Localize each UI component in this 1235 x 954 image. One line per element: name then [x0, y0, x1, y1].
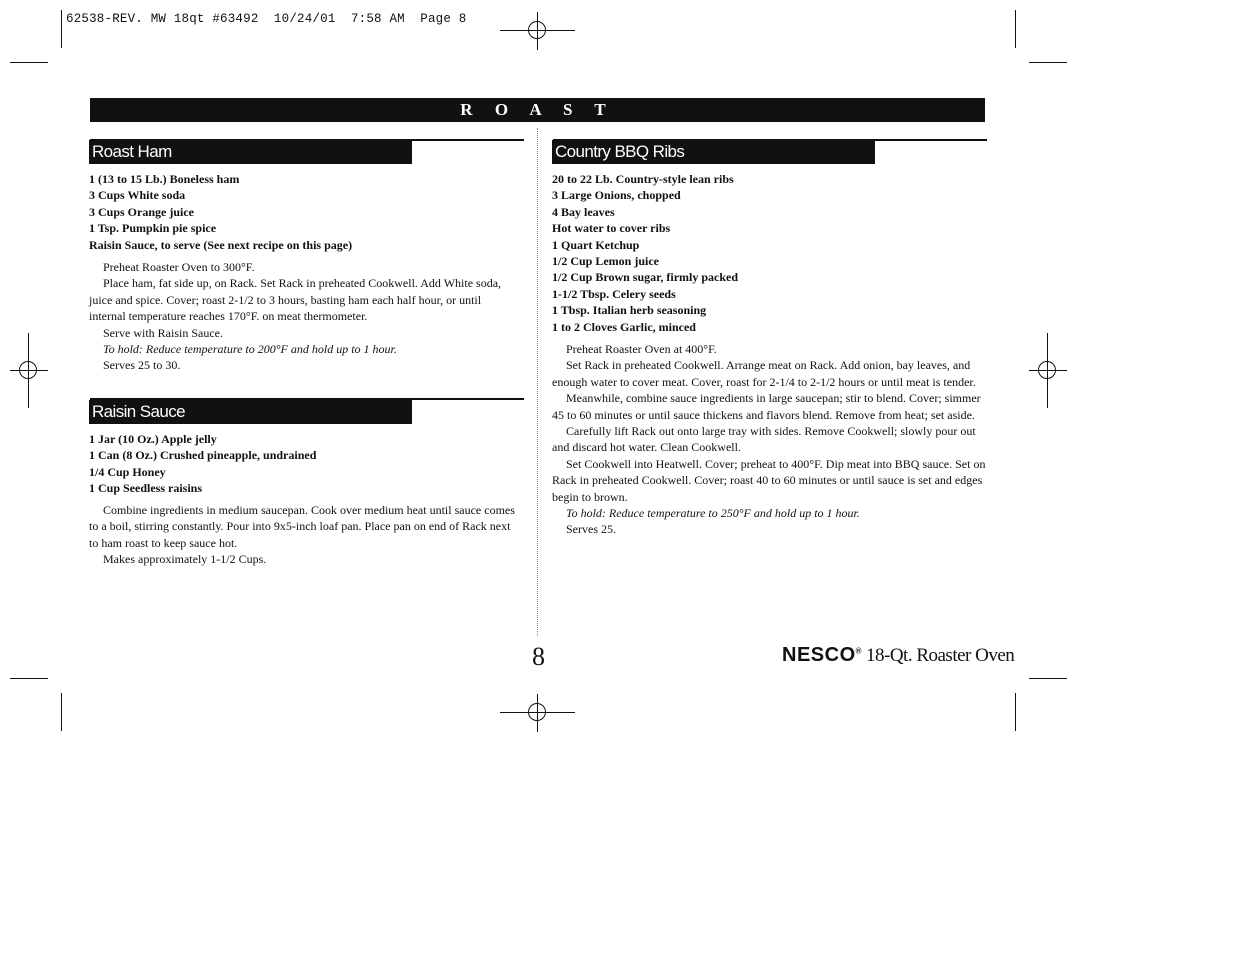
ingredient-item: 20 to 22 Lb. Country-style lean ribs [552, 172, 734, 186]
directions-roast-ham [89, 259, 519, 374]
page-number: 8 [532, 642, 545, 671]
direction-paragraph: Preheat Roaster Oven to 300°F. [103, 260, 255, 274]
direction-paragraph: Preheat Roaster Oven at 400°F. [566, 342, 717, 356]
ingredient-item: 1/2 Cup Lemon juice [552, 254, 660, 269]
serving-note: Serves 25. [566, 522, 616, 537]
direction-paragraph: Set Rack in preheated Cookwell. Arrange meat on Rack. Add onion, bay leaves, and enough water to cover meat. Cover, roast for 2-1/4 to 2-1/2 hours or until meat is tender. [552, 358, 976, 389]
ingredient-item: 1 Tsp. Pumpkin pie spice [89, 221, 217, 236]
ingredient-item: 4 Bay leaves [552, 204, 615, 219]
ingredient-item: Raisin Sauce, to serve (See next recipe on this page) [89, 237, 353, 252]
crop-mark [1029, 678, 1067, 679]
ingredient-item: 1/4 Cup Honey [89, 464, 166, 479]
crop-mark [1015, 693, 1016, 731]
brand-logo [782, 644, 862, 667]
ingredient-item: 1 Quart Ketchup [552, 237, 640, 252]
directions-bbq-ribs [552, 341, 988, 538]
directions-raisin-sauce [89, 502, 519, 568]
ingredient-item: 1-1/2 Tbsp. Celery seeds [552, 286, 676, 301]
direction-paragraph: Carefully lift Rack out onto large tray with sides. Remove Cookwell; slowly pour out and discard hot water. Clean Cookwell. [552, 424, 976, 455]
ingredient-item: 3 Cups Orange juice [89, 204, 194, 219]
ingredient-item: 1 to 2 Cloves Garlic, minced [552, 319, 696, 334]
crop-mark [1015, 10, 1016, 48]
recipe-title-bbq-ribs: Country BBQ Ribs [552, 140, 875, 164]
direction-paragraph: Meanwhile, combine sauce ingredients in large saucepan; stir to blend. Cover; simmer 45 to 60 minutes or until sauce thickens and flavors blend. Remove from heat; set aside. [552, 391, 981, 422]
ingredient-item: 3 Cups White soda [89, 188, 186, 203]
ingredient-item: 3 Large Onions, chopped [552, 188, 681, 203]
ingredient-item: 1 Tbsp. Italian herb seasoning [552, 303, 707, 318]
crop-mark [1029, 62, 1067, 63]
hold-note: To hold: Reduce temperature to 200°F and hold up to 1 hour. [103, 342, 397, 357]
section-header: R O A S T [90, 98, 985, 122]
ingredients-raisin-sauce [89, 431, 529, 497]
crop-mark [61, 10, 62, 48]
direction-paragraph: Serve with Raisin Sauce. [103, 325, 223, 340]
ingredients-bbq-ribs [552, 171, 992, 335]
ingredient-item: 1 Jar (10 Oz.) Apple jelly [89, 432, 217, 446]
ingredient-item: 1 (13 to 15 Lb.) Boneless ham [89, 172, 240, 186]
print-slug: 62538-REV. MW 18qt #63492 10/24/01 7:58 AM Page 8 [66, 12, 467, 26]
crop-mark [10, 678, 48, 679]
direction-paragraph: Combine ingredients in medium saucepan. Cook over medium heat until sauce comes to a boil, stirring constantly. Pour into 9x5-inch loaf pan. Place pan on end of Rack next to ham roast to keep sauce hot. [89, 503, 515, 550]
brand-name: NESCO [782, 644, 856, 666]
recipe-title-roast-ham: Roast Ham [89, 140, 412, 164]
crop-mark [10, 62, 48, 63]
product-name: 18-Qt. Roaster Oven [866, 645, 1015, 666]
recipe-title-raisin-sauce: Raisin Sauce [89, 400, 412, 424]
serving-note: Serves 25 to 30. [103, 358, 181, 373]
hold-note: To hold: Reduce temperature to 250°F and hold up to 1 hour. [566, 506, 860, 521]
ingredient-item: 1 Cup Seedless raisins [89, 481, 203, 496]
ingredient-item: 1 Can (8 Oz.) Crushed pineapple, undrained [89, 448, 317, 463]
ingredient-item: 1/2 Cup Brown sugar, firmly packed [552, 270, 739, 285]
yield-note: Makes approximately 1-1/2 Cups. [103, 552, 267, 567]
crop-mark [61, 693, 62, 731]
ingredient-item: Hot water to cover ribs [552, 221, 671, 236]
direction-paragraph: Set Cookwell into Heatwell. Cover; preheat to 400°F. Dip meat into BBQ sauce. Set on Rack in preheated Cookwell. Cover; roast 40 to 60 minutes or until sauce is set and edges begin to brown. [552, 456, 986, 504]
direction-paragraph: Place ham, fat side up, on Rack. Set Rack in preheated Cookwell. Add White soda, juice and spice. Cover; roast 2-1/2 to 3 hours, basting ham each half hour, or until internal temperature reaches 170°F. on meat thermometer. [89, 276, 502, 324]
column-divider [537, 128, 538, 636]
registered-mark: ® [855, 646, 863, 656]
ingredients-roast-ham [89, 171, 529, 253]
